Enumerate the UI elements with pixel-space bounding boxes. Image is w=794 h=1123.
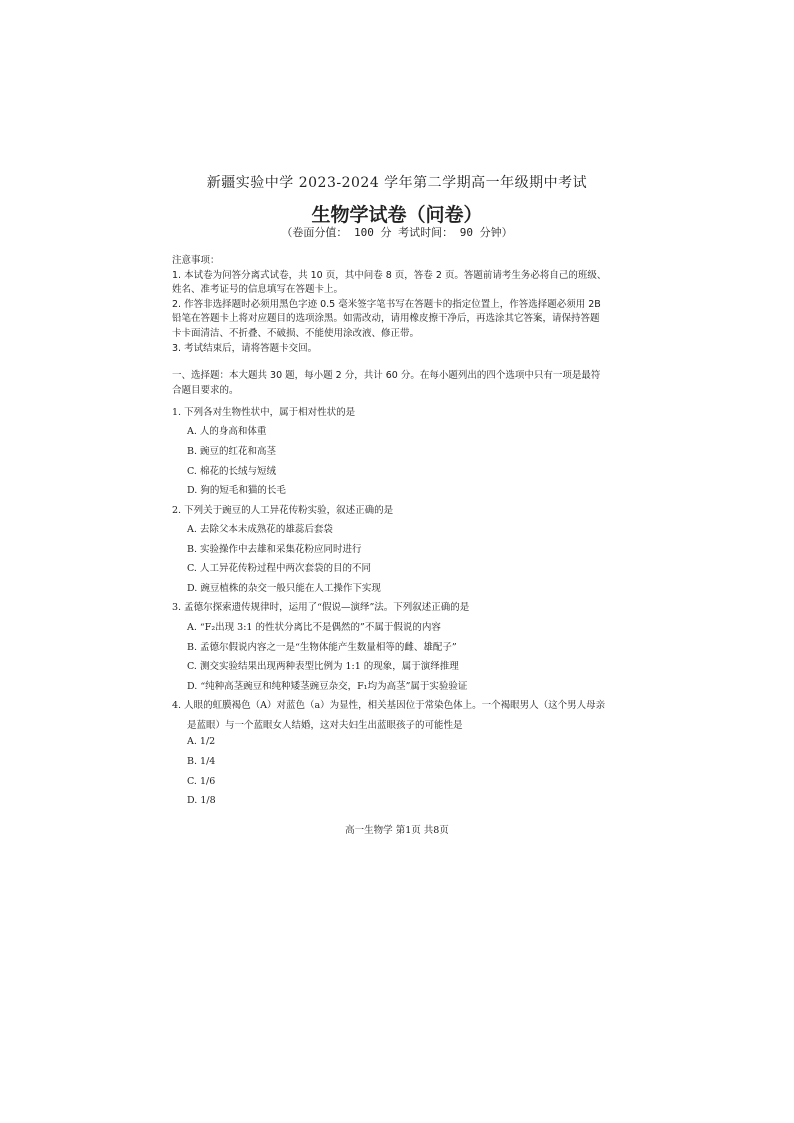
question-2-stem: 2. 下列关于豌豆的人工异花传粉实验，叙述正确的是 — [172, 505, 394, 516]
notes-heading: 注意事项： — [172, 255, 220, 266]
question-3-option-b: B. 孟德尔假说内容之一是“生物体能产生数量相等的雌、雄配子” — [187, 642, 457, 653]
question-2-option-b: B. 实验操作中去雄和采集花粉应同时进行 — [187, 544, 362, 555]
question-2-option-d: D. 豌豆植株的杂交一般只能在人工操作下实现 — [187, 583, 381, 594]
question-4-option-a: A. 1/2 — [187, 736, 216, 747]
notes-line: 铅笔在答题卡上将对应题目的选项涂黑。如需改动，请用橡皮擦干净后，再选涂其它答案，请保持答题 — [172, 313, 600, 325]
paper-title: 生物学试卷（问卷） — [311, 204, 483, 226]
question-4-option-c: C. 1/6 — [187, 776, 216, 787]
question-4-stem: 4. 人眼的虹膜褐色（A）对蓝色（a）为显性，相关基因位于常染色体上。一个褐眼男人（这个男人母亲 — [172, 700, 606, 711]
notes-line: 3. 考试结束后，请将答题卡交回。 — [172, 342, 318, 354]
question-1-option-d: D. 狗的短毛和猫的长毛 — [187, 485, 286, 496]
question-3-stem: 3. 孟德尔探索遗传规律时，运用了“假说—演绎”法。下列叙述正确的是 — [172, 602, 470, 613]
question-2-option-c: C. 人工异花传粉过程中两次套袋的目的不同 — [187, 563, 371, 574]
school-exam-title: 新疆实验中学 2023-2024 学年第二学期高一年级期中考试 — [206, 175, 588, 191]
score-time-line: （卷面分值： 100 分 考试时间： 90 分钟） — [281, 226, 513, 239]
question-1-stem: 1. 下列各对生物性状中，属于相对性状的是 — [172, 407, 356, 418]
question-4-option-d: D. 1/8 — [187, 795, 216, 806]
question-3-option-d: D. “纯种高茎豌豆和纯种矮茎豌豆杂交，F₁均为高茎”属于实验验证 — [187, 681, 468, 692]
notes-line: 1. 本试卷为问答分离式试卷，共 10 页，其中问卷 8 页，答卷 2 页。答题前请考生务必将自己的班级、 — [172, 269, 607, 281]
page-footer: 高一生物学 第1页 共8页 — [345, 825, 449, 836]
notes-line: 2. 作答非选择题时必须用黑色字迹 0.5 毫米签字笔书写在答题卡的指定位置上，作答选择题必须用 2B — [172, 298, 601, 310]
question-3-option-a: A. “F₂出现 3:1 的性状分离比不是偶然的”不属于假说的内容 — [187, 622, 441, 633]
question-2-option-a: A. 去除父本未成熟花的雄蕊后套袋 — [187, 524, 333, 535]
section-instructions — [172, 369, 632, 398]
section-line: 合题目要求的。 — [172, 384, 239, 396]
question-1-option-c: C. 棉花的长绒与短绒 — [187, 466, 276, 477]
exam-notes — [172, 254, 632, 356]
question-1-option-b: B. 豌豆的红花和高茎 — [187, 446, 277, 457]
notes-line: 卡卡面清洁、不折叠、不破损、不能使用涂改液、修正带。 — [172, 327, 420, 339]
section-line: 一、选择题：本大题共 30 题，每小题 2 分，共计 60 分。在每小题列出的四个选项中只有一项是最符 — [172, 370, 601, 381]
notes-line: 姓名、准考证号的信息填写在答题卡上。 — [172, 284, 344, 296]
question-4-stem-continued: 是蓝眼）与一个蓝眼女人结婚，这对夫妇生出蓝眼孩子的可能性是 — [187, 720, 463, 731]
question-3-option-c: C. 测交实验结果出现两种表型比例为 1:1 的现象，属于演绎推理 — [187, 661, 459, 672]
question-1-option-a: A. 人的身高和体重 — [187, 426, 267, 437]
question-4-option-b: B. 1/4 — [187, 756, 216, 767]
